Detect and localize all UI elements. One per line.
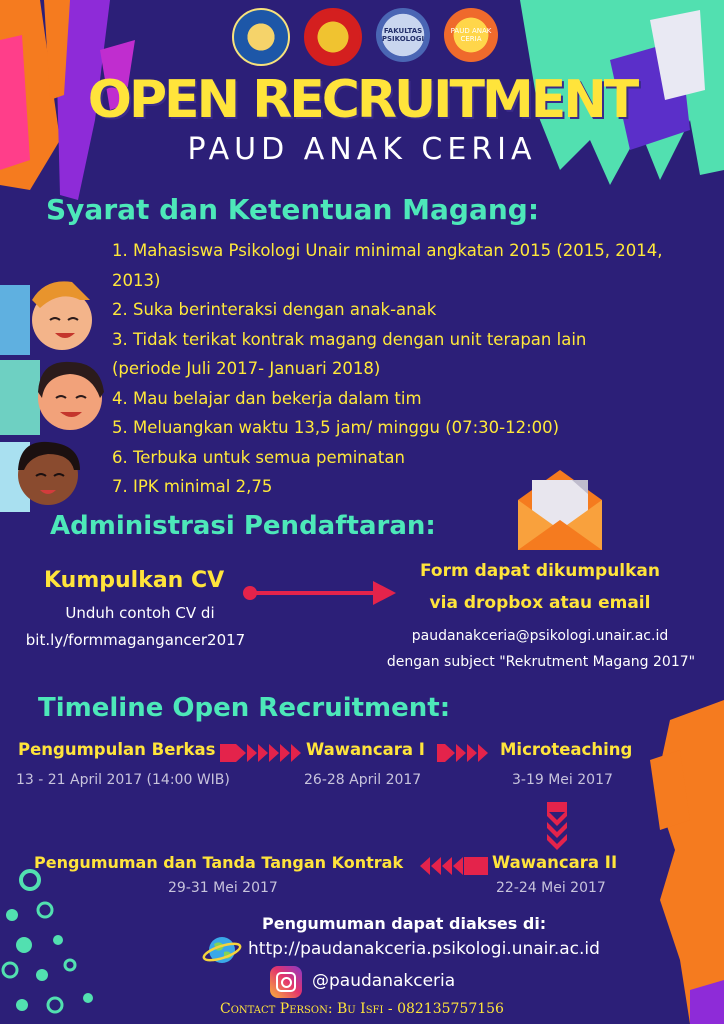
requirement-line: 2. Suka berinteraksi dengan anak-anak <box>112 300 437 319</box>
timeline-step-title: Microteaching <box>500 740 633 759</box>
requirement-line: 2013) <box>112 270 161 290</box>
requirement-line: 3. Tidak terikat kontrak magang dengan unit terapan lain <box>112 329 587 349</box>
email-address-link[interactable]: paudanakceria@psikologi.unair.ac.id <box>411 628 669 644</box>
logo-row <box>232 8 498 66</box>
chevron-arrow-right-icon <box>220 744 302 762</box>
requirement-line: 5. Meluangkan waktu 13,5 jam/ minggu (07:30-12:00) <box>112 418 560 437</box>
timeline-step-date: 22-24 Mei 2017 <box>496 880 606 896</box>
collect-cv-line1: Unduh contoh CV di <box>65 604 215 622</box>
page-subtitle: PAUD ANAK CERIA <box>187 132 537 167</box>
face-2-illustration <box>0 360 104 435</box>
chevron-arrow-left-icon <box>420 857 488 875</box>
contact-person: Contact Person: Bu Isfi - 082135757156 <box>220 1001 504 1017</box>
timeline-heading: Timeline Open Recruitment: <box>38 693 451 723</box>
timeline-step-title: Pengumuman dan Tanda Tangan Kontrak <box>34 853 404 872</box>
chevron-arrow-right-icon <box>437 744 489 762</box>
timeline-step-title: Pengumpulan Berkas <box>18 740 216 759</box>
timeline-step-date: 29-31 Mei 2017 <box>168 880 278 896</box>
globe-icon <box>202 932 242 968</box>
form-submit-line1: Form dapat dikumpulkan <box>419 561 661 581</box>
instagram-handle-link[interactable]: @paudanakceria <box>312 971 456 991</box>
timeline-step-date: 3-19 Mei 2017 <box>512 772 613 788</box>
requirement-line: 7. IPK minimal 2,75 <box>112 477 273 496</box>
timeline-step-title: Wawancara I <box>306 740 425 759</box>
arrow-right-icon <box>238 578 398 608</box>
form-submit-line2: via dropbox atau email <box>429 593 651 613</box>
requirements-heading: Syarat dan Ketentuan Magang: <box>46 193 540 226</box>
university-logo <box>232 8 290 66</box>
institution-logo <box>304 8 362 66</box>
face-1-illustration <box>0 281 92 355</box>
cv-template-link[interactable]: bit.ly/formmagangancer2017 <box>25 631 246 649</box>
requirements-list <box>112 236 672 502</box>
timeline-step-date: 26-28 April 2017 <box>304 772 422 788</box>
timeline-step-title: Wawancara II <box>492 853 618 872</box>
collect-cv-title: Kumpulkan CV <box>44 568 225 593</box>
faculty-logo: FAKULTAS PSIKOLOGI <box>376 8 430 62</box>
announcement-label: Pengumuman dapat diakses di: <box>262 914 547 933</box>
envelope-icon <box>510 470 610 555</box>
admin-heading: Administrasi Pendaftaran: <box>50 511 436 541</box>
requirement-line: 1. Mahasiswa Psikologi Unair minimal angkatan 2015 (2015, 2014, <box>112 241 663 260</box>
requirement-line: (periode Juli 2017- Januari 2018) <box>112 359 381 378</box>
email-subject-text: dengan subject "Rekrutment Magang 2017" <box>386 654 696 670</box>
website-link[interactable]: http://paudanakceria.psikologi.unair.ac.id <box>248 939 600 959</box>
paud-logo: PAUD ANAK CERIA <box>444 8 498 62</box>
requirement-line: 4. Mau belajar dan bekerja dalam tim <box>112 388 422 408</box>
chevron-arrow-down-icon <box>545 802 569 850</box>
page-title: OPEN RECRUITMENT <box>87 70 637 130</box>
requirement-line: 6. Terbuka untuk semua peminatan <box>112 447 405 467</box>
instagram-icon <box>270 966 302 998</box>
timeline-step-date: 13 - 21 April 2017 (14:00 WIB) <box>16 772 230 788</box>
face-3-illustration <box>0 442 80 512</box>
